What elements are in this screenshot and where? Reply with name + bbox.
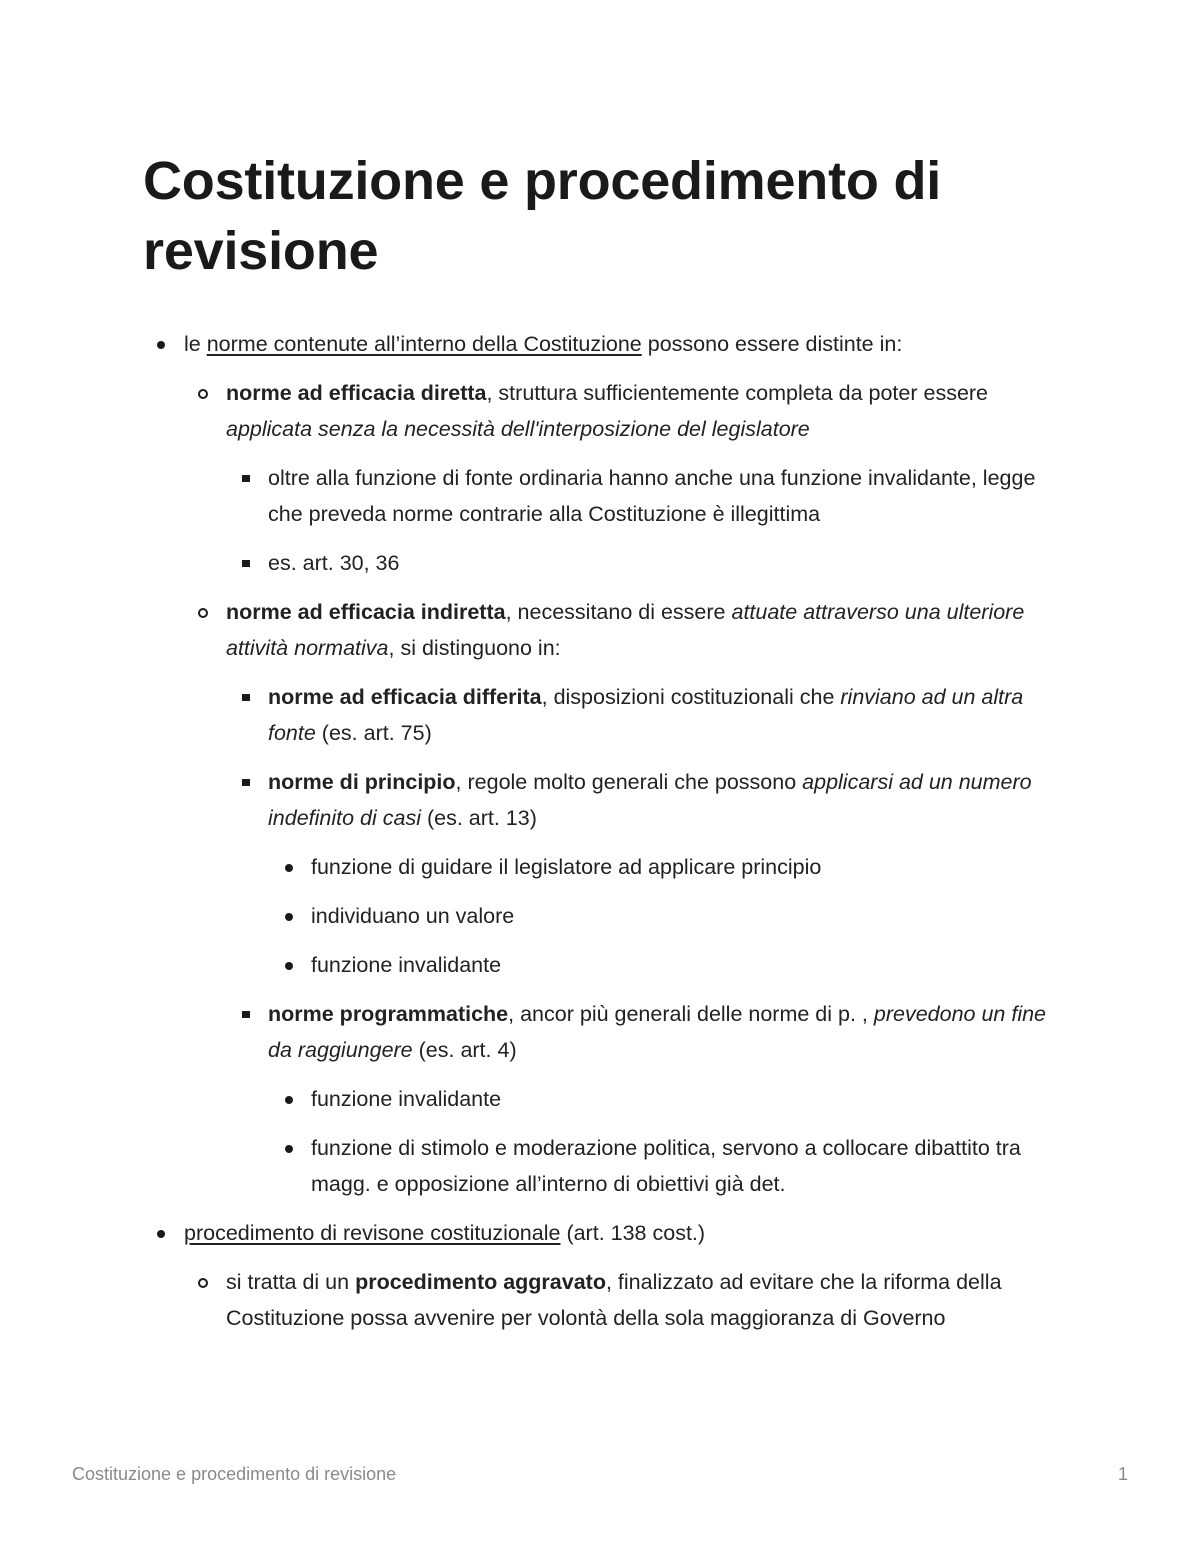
text-run: , necessitano di essere xyxy=(505,600,732,624)
text-run: (es. art. 4) xyxy=(412,1038,517,1062)
list-item xyxy=(0,1130,1071,1202)
bullet-icon xyxy=(285,1145,293,1153)
bullet-icon xyxy=(198,389,208,399)
list-item xyxy=(0,898,1071,934)
text-run: , regole molto generali che possono xyxy=(455,770,803,794)
list-item xyxy=(0,1215,1064,1251)
list-item xyxy=(0,545,1068,581)
italic-text: applicata senza la necessità dell'interposizione del legislatore xyxy=(226,417,810,441)
text-run: , si distinguono in: xyxy=(388,636,561,660)
list-item xyxy=(0,849,1071,885)
footer-page-number: 1 xyxy=(1117,1464,1128,1484)
bold-text: norme di principio xyxy=(268,770,456,794)
bullet-icon xyxy=(157,1230,165,1238)
list-item xyxy=(0,460,1068,532)
bold-text: norme ad efficacia differita xyxy=(268,685,542,709)
text-run: funzione invalidante xyxy=(311,953,502,977)
bullet-icon xyxy=(285,962,293,970)
bold-text: procedimento aggravato xyxy=(355,1270,606,1294)
list-item xyxy=(0,326,1064,362)
bold-text: norme programmatiche xyxy=(268,1002,509,1026)
text-run: , struttura sufficientemente completa da poter essere xyxy=(486,381,989,405)
text-run: si tratta di un xyxy=(226,1270,356,1294)
list-item xyxy=(0,1081,1071,1117)
underlined-text: procedimento di revisone costituzionale xyxy=(184,1221,561,1245)
footer-title: Costituzione e procedimento di revisione xyxy=(72,1464,397,1484)
italic-text: attuate attraverso una ulteriore attività normativa xyxy=(226,600,1025,660)
list-item xyxy=(0,996,1068,1068)
underlined-text: norme contenute all’interno della Costituzione xyxy=(206,332,642,356)
bold-text: norme ad efficacia diretta xyxy=(226,381,487,405)
text-run: es. art. 30, 36 xyxy=(268,551,400,575)
bullet-icon xyxy=(242,1011,250,1018)
text-run: (es. art. 75) xyxy=(315,721,432,745)
italic-text: rinviano ad un altra fonte xyxy=(268,685,1024,745)
text-run: possono essere distinte in: xyxy=(641,332,903,356)
list-item xyxy=(0,594,1066,666)
text-run: , finalizzato ad evitare che la riforma della Costituzione possa avvenire per volontà della sola maggioranza di Governo xyxy=(226,1270,1002,1330)
list-item xyxy=(0,375,1066,447)
text-run: , ancor più generali delle norme di p. , xyxy=(508,1002,874,1026)
text-run: (art. 138 cost.) xyxy=(560,1221,706,1245)
bullet-icon xyxy=(242,475,250,482)
list-item xyxy=(0,1264,1066,1336)
outline-list xyxy=(0,326,1200,1349)
list-item xyxy=(0,679,1068,751)
text-run: funzione di guidare il legislatore ad applicare principio xyxy=(311,855,822,879)
bullet-icon xyxy=(285,864,293,872)
text-run: le xyxy=(184,332,207,356)
bullet-icon xyxy=(285,913,293,921)
bold-text: norme ad efficacia indiretta xyxy=(226,600,506,624)
bullet-icon xyxy=(242,779,250,786)
text-run: , disposizioni costituzionali che xyxy=(541,685,841,709)
bullet-icon xyxy=(242,694,250,701)
italic-text: applicarsi ad un numero indefinito di casi xyxy=(268,770,1032,830)
bullet-icon xyxy=(285,1096,293,1104)
italic-text: prevedono un fine da raggiungere xyxy=(268,1002,1047,1062)
text-run: funzione invalidante xyxy=(311,1087,502,1111)
text-run: funzione di stimolo e moderazione politica, servono a collocare dibattito tra magg. e opposizione all’interno di obiettivi già det. xyxy=(311,1136,1021,1196)
bullet-icon xyxy=(198,608,208,618)
bullet-icon xyxy=(242,560,250,567)
list-item xyxy=(0,947,1071,983)
text-run: oltre alla funzione di fonte ordinaria hanno anche una funzione invalidante, legge che preveda norme contrarie alla Costituzione è illegittima xyxy=(268,466,1036,526)
text-run: individuano un valore xyxy=(311,904,515,928)
list-item xyxy=(0,764,1068,836)
page-title: Costituzione e procedimento di revisione xyxy=(143,151,942,281)
bullet-icon xyxy=(157,341,165,349)
bullet-icon xyxy=(198,1278,208,1288)
text-run: (es. art. 13) xyxy=(420,806,537,830)
